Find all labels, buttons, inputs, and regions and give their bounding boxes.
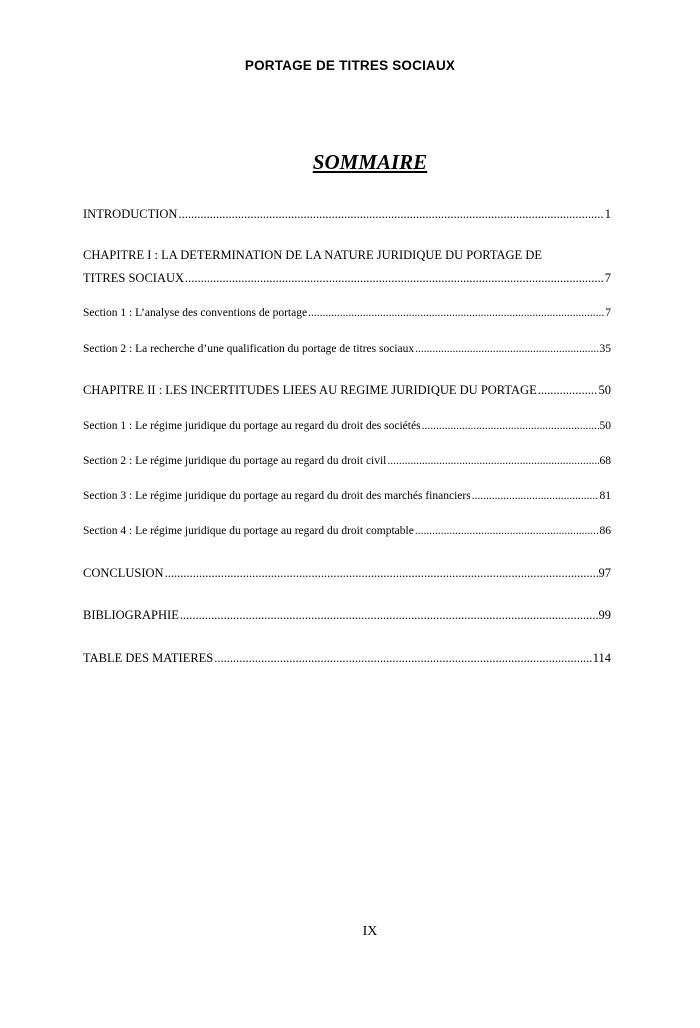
toc-entry-label: Section 1 : Le régime juridique du portage au regard du droit des sociétés [83, 420, 421, 432]
toc-leader-dots [422, 418, 599, 434]
toc-entry-label: CHAPITRE II : LES INCERTITUDES LIEES AU REGIME JURIDIQUE DU PORTAGE [83, 383, 537, 397]
toc-entry-page: 86 [599, 525, 611, 537]
toc-leader-dots [415, 523, 599, 539]
toc-entry-label: TABLE DES MATIERES [83, 651, 214, 665]
toc-entry-conclusion [83, 565, 611, 581]
page-number: IX [362, 924, 378, 939]
toc-entry-label: Section 2 : La recherche d’une qualification du portage de titres sociaux [83, 343, 415, 355]
toc-entry-label: Section 4 : Le régime juridique du portage au regard du droit comptable [83, 525, 414, 537]
toc-leader-dots [178, 206, 603, 222]
toc-leader-dots [165, 565, 598, 581]
toc-entry-page: 81 [599, 490, 611, 502]
toc-entry-table-des-matieres [83, 650, 611, 666]
toc-entry-chapter-1-section-1 [83, 305, 611, 321]
toc-leader-dots [308, 305, 604, 321]
toc-leader-dots [180, 607, 598, 623]
toc-entry-page: 35 [599, 343, 611, 355]
toc-entry-chapter-2-section-1 [83, 418, 611, 434]
toc-leader-dots [472, 488, 599, 504]
toc-entry-label: Section 1 : L’analyse des conventions de portage [83, 307, 308, 319]
toc-entry-label: Section 2 : Le régime juridique du portage au regard du droit civil [83, 455, 387, 467]
toc-leader-dots [538, 382, 598, 398]
toc-entry-page: 1 [604, 207, 611, 221]
toc-entry-page: 50 [599, 420, 611, 432]
toc-leader-dots [214, 650, 591, 666]
toc-entry-page: 7 [605, 307, 611, 319]
toc-entry-label: TITRES SOCIAUX [83, 271, 185, 285]
toc-entry-chapter-1 [83, 270, 611, 286]
toc-entry-page: 97 [598, 566, 611, 580]
toc-entry-page: 114 [592, 651, 611, 665]
toc-entry-page: 50 [598, 383, 611, 397]
toc-entry-label: CONCLUSION [83, 566, 164, 580]
toc-entry-page: 68 [599, 455, 611, 467]
toc-entry-bibliographie [83, 607, 611, 623]
toc-leader-dots [387, 453, 598, 469]
toc-entry-chapter-1-section-2 [83, 341, 611, 357]
toc-entry-chapter-1-line-1: CHAPITRE I : LA DETERMINATION DE LA NATURE JURIDIQUE DU PORTAGE DE [83, 248, 542, 262]
toc-entry-label: INTRODUCTION [83, 207, 178, 221]
toc-entry-chapter-2 [83, 382, 611, 398]
toc-leader-dots [415, 341, 598, 357]
toc-entry-label: Section 3 : Le régime juridique du portage au regard du droit des marchés financiers [83, 490, 471, 502]
toc-entry-chapter-2-section-4 [83, 523, 611, 539]
toc-entry-label: BIBLIOGRAPHIE [83, 608, 179, 622]
running-header: PORTAGE DE TITRES SOCIAUX [244, 58, 456, 73]
toc-entry-page: 99 [598, 608, 611, 622]
toc-leader-dots [185, 270, 604, 286]
page-title: SOMMAIRE [312, 150, 428, 174]
toc-entry-chapter-2-section-3 [83, 488, 611, 504]
toc-entry-introduction [83, 206, 611, 222]
toc-entry-page: 7 [604, 271, 611, 285]
toc-entry-chapter-2-section-2 [83, 453, 611, 469]
